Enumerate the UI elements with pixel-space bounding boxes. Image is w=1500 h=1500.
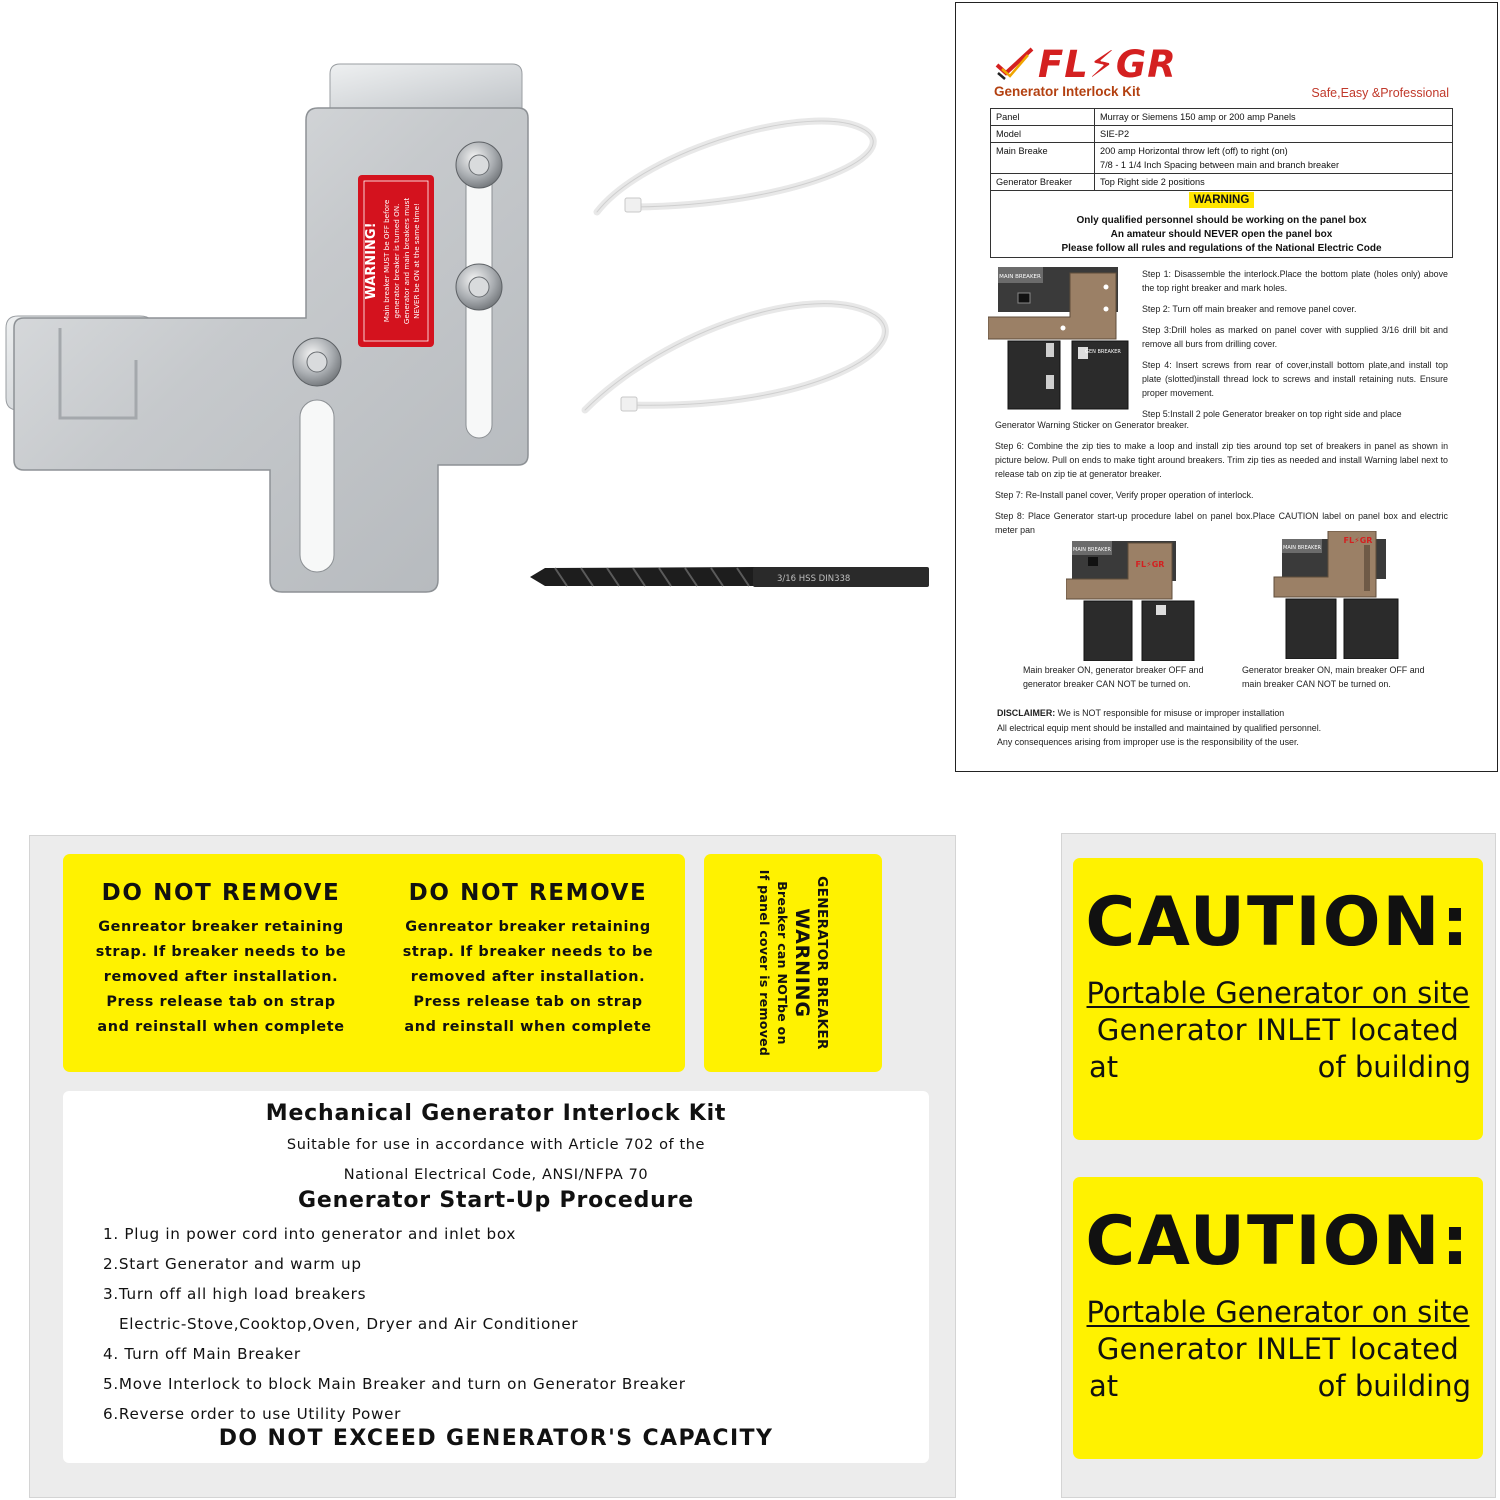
gen-warning-line: GENERATOR BREAKER	[814, 876, 830, 1050]
main-on-diagram	[1066, 541, 1196, 661]
step-text: Generator Warning Sticker on Generator breaker.	[995, 420, 1190, 430]
safety-warning-box	[990, 186, 1453, 258]
brand-logo	[994, 39, 1177, 89]
main-breaker-label: MAIN BREAKER	[999, 274, 1041, 280]
logo-text: FL⚡GR	[1038, 42, 1177, 86]
steps-list	[995, 420, 1448, 544]
table-row	[991, 143, 1453, 174]
warning-line: Only qualified personnel should be working on the panel box	[1076, 215, 1367, 226]
gen-breaker-label: GEN BREAKER	[1085, 349, 1121, 355]
procedure-step: 1. Plug in power cord into generator and inlet box	[103, 1225, 517, 1243]
spec-table	[990, 108, 1453, 191]
dnr-line: Press release tab on strap	[106, 994, 336, 1010]
disclaimer-text: We is NOT responsible for misuse or improper installation	[1057, 708, 1285, 718]
spec-value: Top Right side 2 positions	[1095, 174, 1453, 191]
dnr-line: and reinstall when complete	[97, 1019, 345, 1035]
step-text: Step 6: Combine the zip ties to make a loop and install zip ties around top set of breakers in panel as shown in picture below. Pull on ends to make tight around breakers. Trim zip ties as needed and install Warning label next to release tab on zip tie at generator breaker.	[995, 441, 1448, 479]
caution-label-sheet	[1061, 833, 1496, 1498]
procedure-footer: DO NOT EXCEED GENERATOR'S CAPACITY	[218, 1426, 774, 1451]
procedure-step: 2.Start Generator and warm up	[103, 1255, 362, 1273]
step-text: Step 1: Disassemble the interlock.Place the bottom plate (holes only) above the top right breaker and mark holes.	[1142, 269, 1448, 293]
warning-line: Please follow all rules and regulations of the National Electric Code	[1061, 243, 1382, 254]
caution-line: of building	[1317, 1050, 1471, 1084]
step-text: Step 8: Place Generator start-up procedure label on panel box.Place CAUTION label on panel box and electric meter pan	[995, 511, 1448, 535]
step-text: Step 5:Install 2 pole Generator breaker on top right side and place	[1142, 409, 1402, 419]
caution-label	[1073, 1177, 1483, 1459]
generator-on-diagram	[1272, 531, 1402, 659]
sticker-line: NEVER be ON at the same time!	[412, 203, 421, 319]
dnr-line: Genreator breaker retaining	[405, 919, 651, 935]
spec-value-cell	[1095, 143, 1453, 174]
interlock-plate-image	[0, 60, 540, 640]
step-text: Step 3:Drill holes as marked on panel cover with supplied 3/16 drill bit and remove all burs from drilling cover.	[1142, 325, 1448, 349]
spec-value: 7/8 - 1 1/4 Inch Spacing between main and branch breaker	[1100, 160, 1340, 170]
spec-key: Model	[991, 126, 1095, 143]
dnr-line: strap. If breaker needs to be	[402, 944, 654, 960]
disclaimer	[997, 706, 1467, 750]
dnr-line: and reinstall when complete	[404, 1019, 652, 1035]
gen-warning-title: WARNING	[791, 908, 813, 1018]
dnr-column	[71, 880, 371, 1040]
disclaimer-text: All electrical equip ment should be installed and maintained by qualified personnel.	[997, 722, 1322, 733]
front-plate	[14, 108, 528, 592]
dnr-line: removed after installation.	[103, 969, 339, 985]
procedure-subtitle: National Electrical Code, ANSI/NFPA 70	[343, 1167, 649, 1183]
caution-label	[1073, 858, 1483, 1140]
table-row	[991, 109, 1453, 126]
sticker-line: Generator and main breakers must	[402, 197, 411, 325]
step-text: Step 4: Insert screws from rear of cover,install bottom plate,and install top plate (slotted)install thread lock to screws and install retaining nuts. Ensure proper movement.	[1142, 360, 1448, 398]
procedure-step: 6.Reverse order to use Utility Power	[103, 1405, 402, 1423]
step-text: Step 7: Re-Install panel cover, Verify proper operation of interlock.	[995, 490, 1254, 500]
gen-warning-line: Breaker can NOTbe on	[775, 881, 790, 1045]
caution-line: Portable Generator on site	[1086, 976, 1470, 1010]
main-breaker-label: MAIN BREAKER	[1283, 545, 1321, 551]
tagline: Safe,Easy &Professional	[1311, 86, 1449, 100]
label-sheet	[29, 835, 956, 1498]
drill-bit-image	[525, 555, 935, 600]
dnr-line: strap. If breaker needs to be	[95, 944, 347, 960]
dnr-line: removed after installation.	[410, 969, 646, 985]
do-not-remove-label	[63, 854, 685, 1072]
diagram-caption: Main breaker ON, generator breaker OFF and generator breaker CAN NOT be turned on.	[1023, 665, 1204, 689]
warning-line: An amateur should NEVER open the panel box	[1110, 229, 1333, 240]
sticker-line: Main breaker MUST be OFF before	[382, 199, 391, 323]
steps-list	[1142, 267, 1448, 421]
procedure-step: 5.Move Interlock to block Main Breaker and turn on Generator Breaker	[103, 1375, 686, 1393]
procedure-step: Electric-Stove,Cooktop,Oven, Dryer and Air Conditioner	[119, 1315, 579, 1333]
dnr-line: Genreator breaker retaining	[98, 919, 344, 935]
procedure-subtitle: Suitable for use in accordance with Article 702 of the	[286, 1137, 706, 1153]
logo-mark: FL⚡GR	[1135, 560, 1165, 569]
procedure-title: Mechanical Generator Interlock Kit	[265, 1101, 727, 1126]
dnr-title: DO NOT REMOVE	[408, 880, 648, 906]
spec-value: Murray or Siemens 150 amp or 200 amp Panels	[1095, 109, 1453, 126]
procedure-step: 4. Turn off Main Breaker	[103, 1345, 301, 1363]
caution-line: of building	[1317, 1369, 1471, 1403]
caution-title: CAUTION:	[1085, 883, 1471, 962]
nut-top	[456, 142, 502, 188]
caution-title: CAUTION:	[1085, 1202, 1471, 1281]
startup-procedure-label	[63, 1091, 929, 1463]
logo-mark: FL⚡GR	[1343, 536, 1373, 545]
kit-title: Generator Interlock Kit	[994, 84, 1141, 99]
spec-key: Panel	[991, 109, 1095, 126]
sticker-title: WARNING!	[364, 222, 379, 300]
dnr-title: DO NOT REMOVE	[101, 880, 341, 906]
instruction-sheet	[955, 2, 1498, 772]
nut-bottom	[293, 338, 341, 386]
warning-heading: WARNING	[1189, 192, 1255, 208]
caution-line: at	[1089, 1050, 1119, 1084]
disclaimer-text: Any consequences arising from improper use is the responsibility of the user.	[997, 737, 1299, 747]
diagram-caption: Generator breaker ON, main breaker OFF and main breaker CAN NOT be turned on.	[1242, 665, 1425, 689]
check-icon	[994, 43, 1036, 85]
install-diagram	[988, 267, 1138, 412]
spec-key: Generator Breaker	[991, 174, 1095, 191]
main-breaker-label: MAIN BREAKER	[1073, 547, 1111, 553]
nut-middle	[456, 264, 502, 310]
zip-ties-image	[575, 110, 905, 450]
caution-line: Portable Generator on site	[1086, 1295, 1470, 1329]
caution-line: Generator INLET located	[1096, 1332, 1460, 1366]
spec-key: Main Breake	[991, 143, 1095, 174]
dnr-line: Press release tab on strap	[413, 994, 643, 1010]
procedure-heading: Generator Start-Up Procedure	[297, 1188, 694, 1213]
procedure-step: 3.Turn off all high load breakers	[103, 1285, 367, 1303]
drill-label: 3/16 HSS DIN338	[777, 574, 851, 584]
dnr-column	[378, 880, 678, 1040]
gen-warning-line: If panel cover is removed	[757, 869, 772, 1057]
spec-value: SIE-P2	[1095, 126, 1453, 143]
caution-line: Generator INLET located	[1096, 1013, 1460, 1047]
disclaimer-label: DISCLAIMER:	[997, 708, 1056, 718]
step-text: Step 2: Turn off main breaker and remove panel cover.	[1142, 304, 1357, 314]
back-plate	[330, 64, 522, 108]
sticker-line: generator breaker is turned ON.	[392, 203, 401, 319]
caution-line: at	[1089, 1369, 1119, 1403]
spec-value: 200 amp Horizontal throw left (off) to right (on)	[1100, 146, 1288, 156]
table-row	[991, 126, 1453, 143]
generator-breaker-warning-label	[704, 854, 882, 1072]
